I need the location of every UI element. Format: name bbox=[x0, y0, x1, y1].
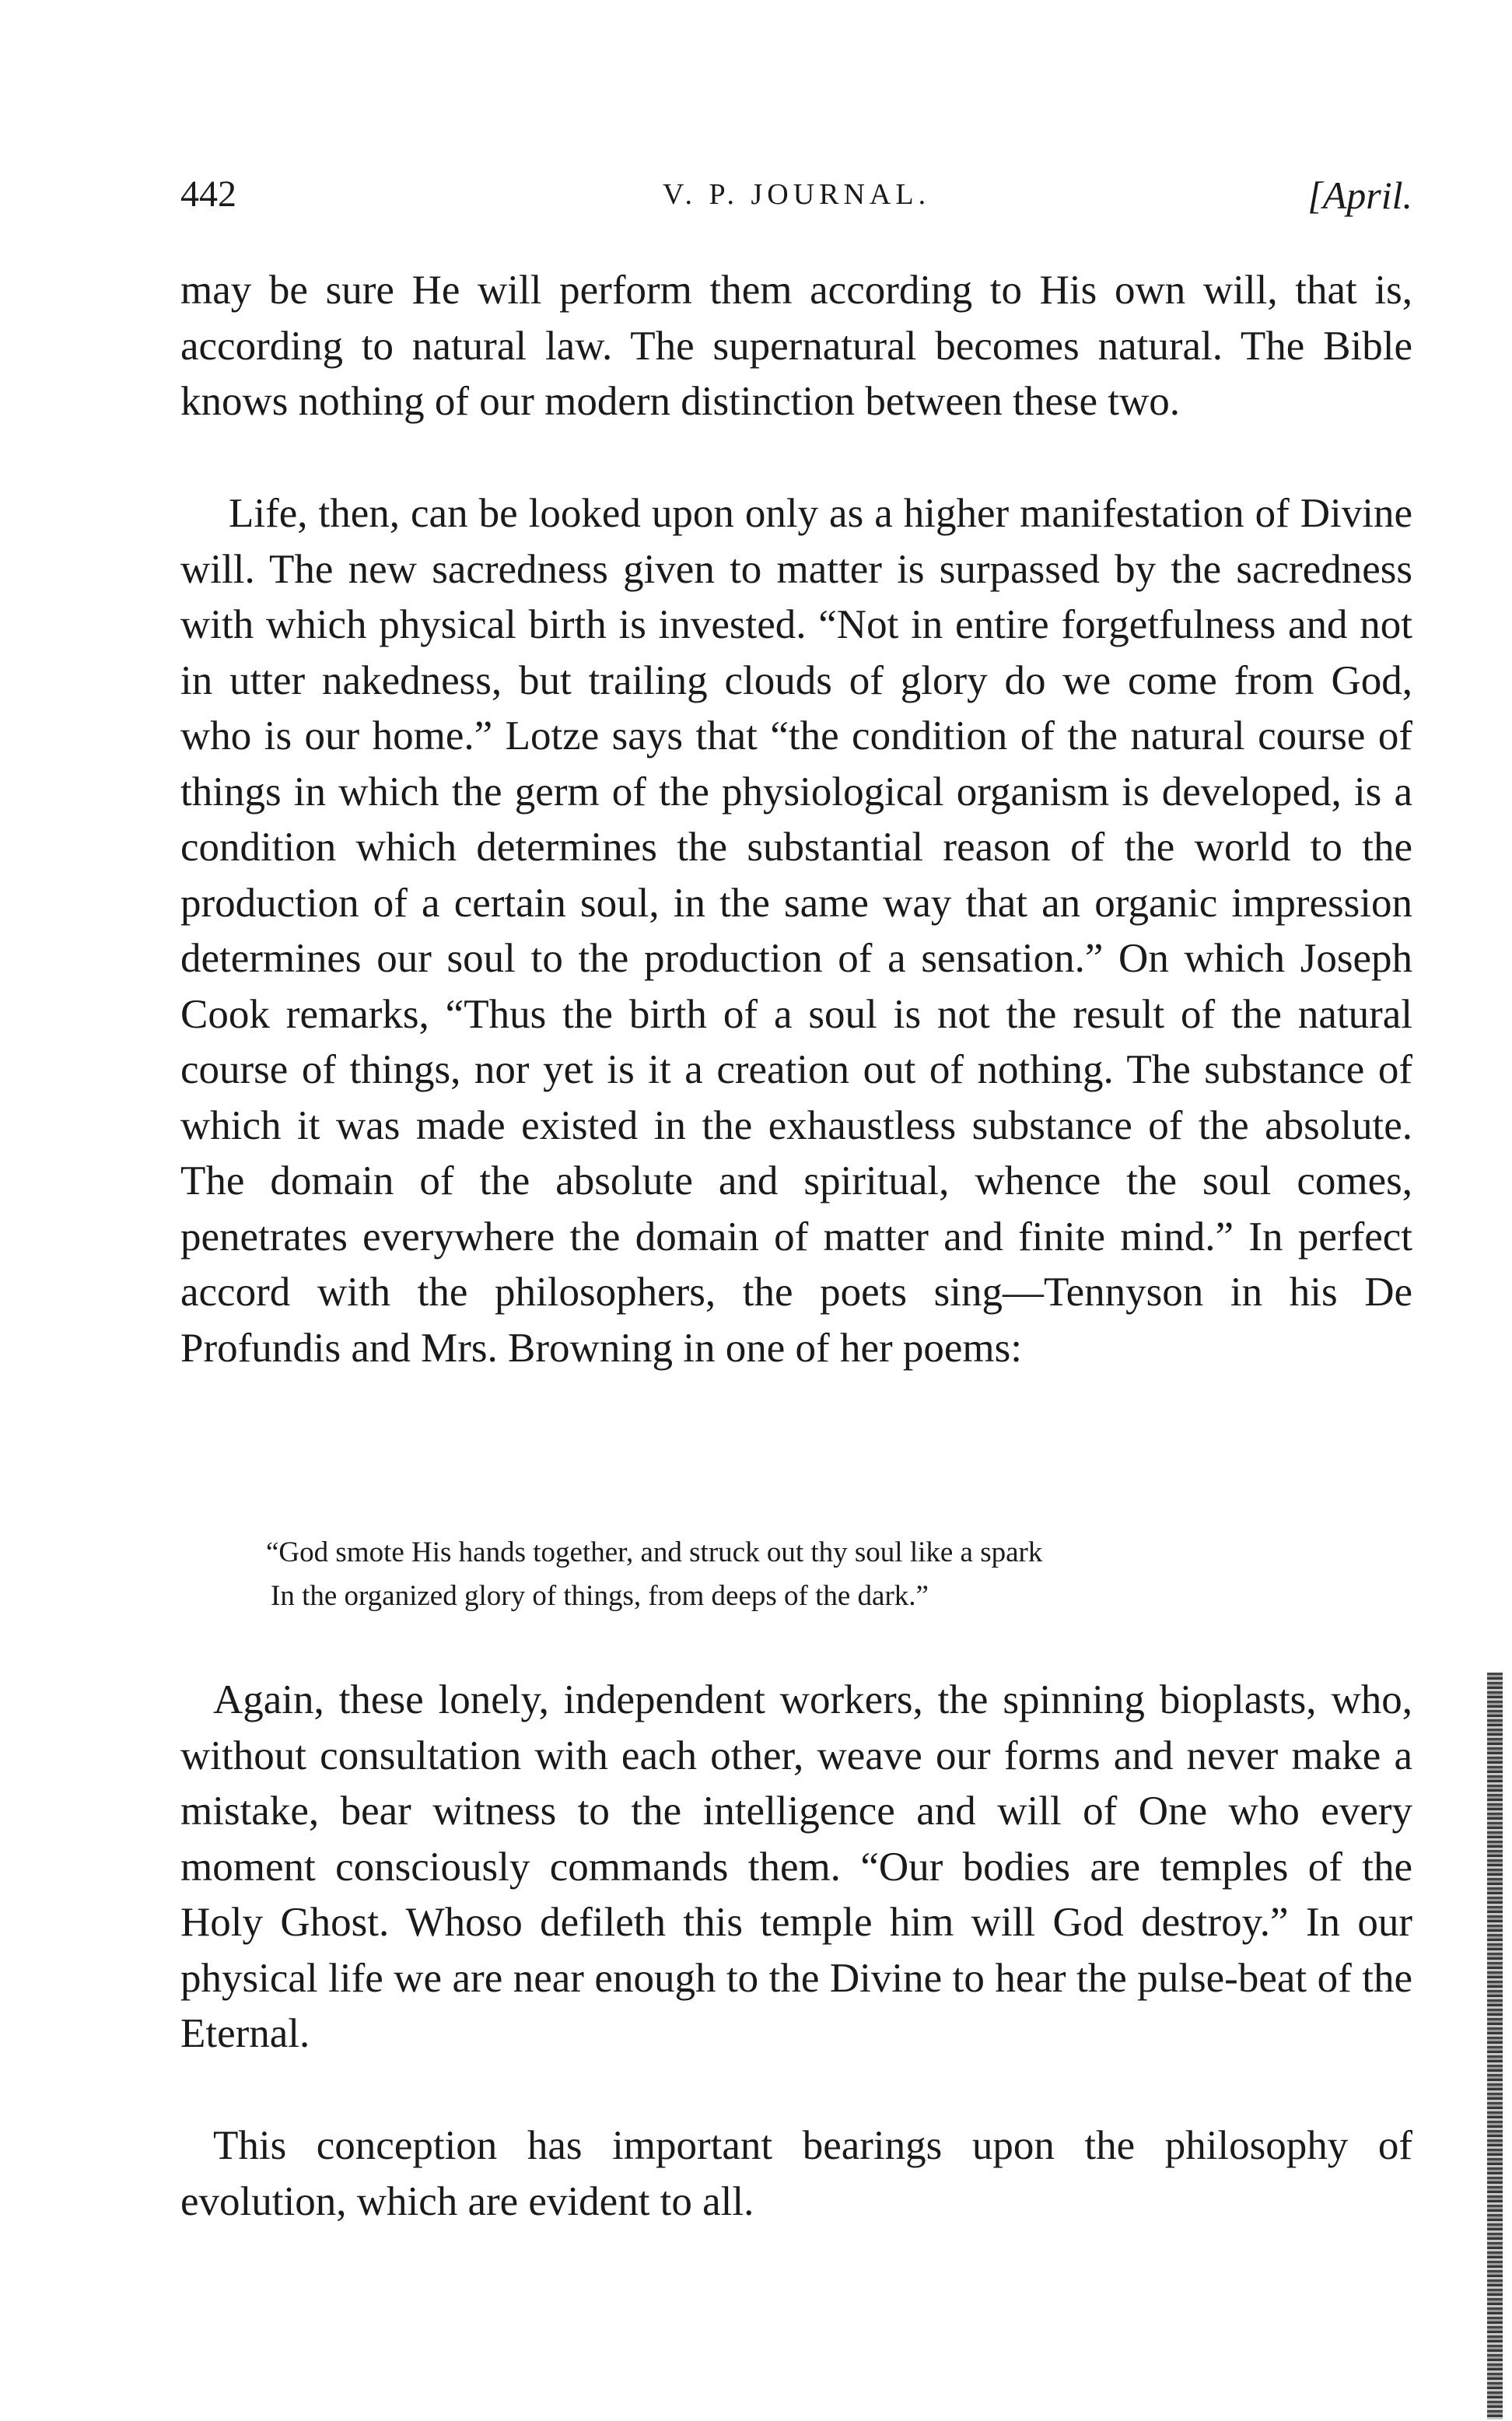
poem-quote-line-2: In the organized glory of things, from deeps of the dark.” bbox=[271, 1580, 929, 1612]
paragraph-evolution: This conception has important bearings upon the philosophy of evolution, which are evident to all. bbox=[180, 2123, 1412, 2224]
poem-quote-line-1: “God smote His hands together, and struck out thy soul like a spark bbox=[266, 1536, 1043, 1568]
paragraph-life-manifestation: Life, then, can be looked upon only as a higher manifestation of Divine will. The new sacredness given to matter is surpassed by the sacredness with which physical birth is invested. “Not in entire forgetfulness and not in utter nakedness, but trailing clouds of glory do we come from God, who is our home.” Lotze says that “the condition of the natural course of things in which the germ of the physiological organism is developed, is a condition which determines the substantial reason of the world to the production of a certain soul, in the same way that an organic impression determines our soul to the production of a sensation.” On which Joseph Cook remarks, “Thus the birth of a soul is not the result of the natural course of things, nor yet is it a creation out of nothing. The substance of which it was made existed in the exhaustless substance of the absolute. The domain of the absolute and spiritual, whence the soul comes, penetrates everywhere the domain of matter and finite mind.” In perfect accord with the philosophers, the poets sing—Tennyson in his De Profundis and Mrs. Browning in one of her poems: bbox=[180, 491, 1412, 1371]
poem-quote bbox=[266, 1531, 1355, 1618]
paragraph-continuation: may be sure He will perform them according to His own will, that is, according to natural law. The supernatural becomes natural. The Bible knows nothing of our modern distinction between these two. bbox=[180, 268, 1412, 424]
journal-title: V. P. JOURNAL. bbox=[663, 178, 931, 211]
running-head bbox=[180, 173, 1412, 227]
paragraph-bioplasts: Again, these lonely, independent workers, the spinning bioplasts, who, without consultation with each other, weave our forms and never make a mistake, bear witness to the intelligence and will of One who every moment consciously commands them. “Our bodies are temples of the Holy Ghost. Whoso defileth this temple him will God destroy.” In our physical life we are near enough to the Divine to hear the pulse-beat of the Eternal. bbox=[180, 1677, 1412, 2056]
running-head-month: [April. bbox=[1307, 173, 1412, 217]
scan-edge-mark bbox=[1487, 1673, 1503, 2419]
page-number: 442 bbox=[180, 173, 236, 215]
